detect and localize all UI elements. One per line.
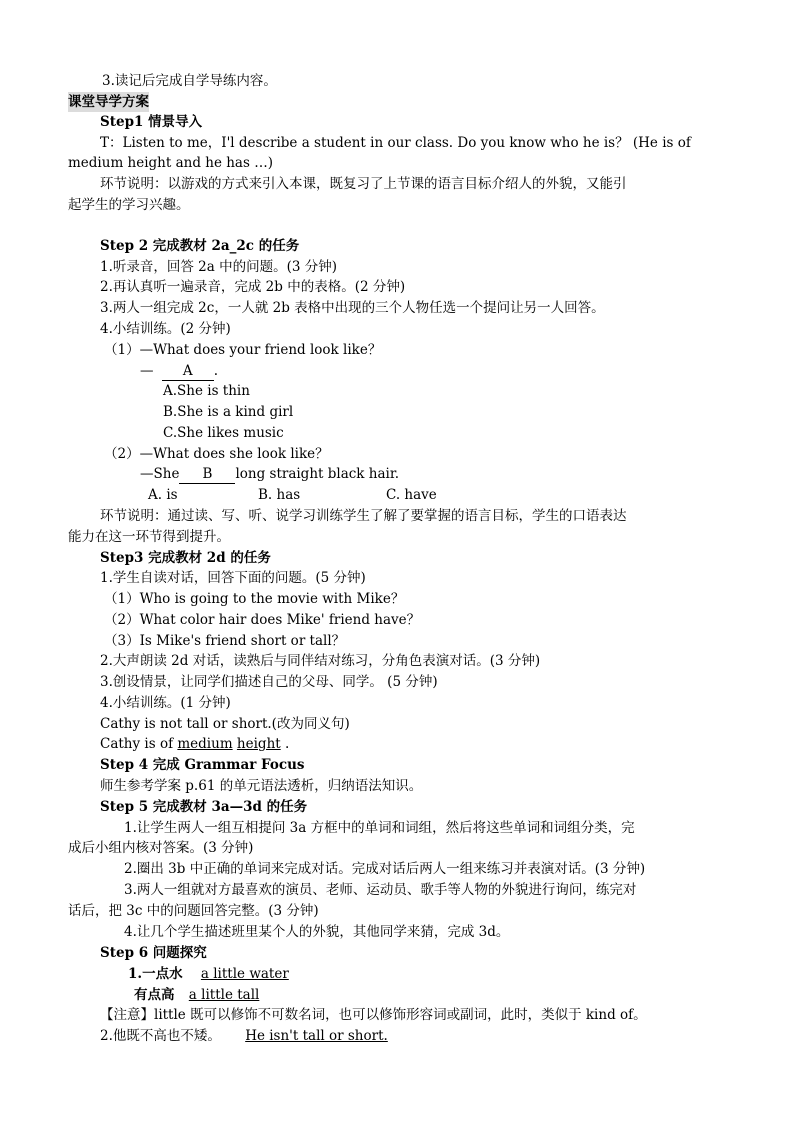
step2-note-cont: 能力在这一环节得到提升。 bbox=[68, 529, 230, 545]
step6-example-2 bbox=[134, 985, 259, 1005]
step6-title: Step 6 问题探究 bbox=[100, 945, 207, 961]
step3-sub-question-2: （2）What color hair does Mike' friend have？ bbox=[104, 612, 421, 628]
step1-note: 环节说明：以游戏的方式来引入本课，既复习了上节课的语言目标介绍人的外貌，又能引 bbox=[100, 176, 627, 192]
step5-title: Step 5 完成教材 3a—3d 的任务 bbox=[100, 799, 308, 815]
question-2-answer: B bbox=[179, 466, 235, 484]
intro-item-3: 3.读记后完成自学导练内容。 bbox=[102, 73, 277, 89]
answer-period: . bbox=[213, 363, 219, 379]
step2-title: Step 2 完成教材 2a_2c 的任务 bbox=[100, 238, 300, 254]
question-1-answer: A bbox=[162, 363, 214, 381]
step2-question-2: （2）—What does she look like？ bbox=[104, 446, 329, 462]
step6-example-1 bbox=[128, 964, 289, 984]
question-2-option-b: B. has bbox=[258, 487, 301, 503]
exercise-prefix: Cathy is of bbox=[100, 736, 174, 752]
exercise-answer-1: medium bbox=[177, 736, 233, 752]
step1-teacher-line: T：Listen to me，I'l describe a student in our class. Do you know who he is？ (He is of bbox=[100, 135, 691, 151]
step3-item-3: 3.创设情景，让同学们描述自己的父母、同学。 (5 分钟) bbox=[100, 674, 438, 690]
example-2-label: 有点高 bbox=[134, 987, 175, 1003]
step1-teacher-line-cont: medium height and he has …) bbox=[68, 155, 273, 171]
section-title: 课堂导学方案 bbox=[68, 94, 149, 110]
step5-item-1: 1.让学生两人一组互相提问 3a 方框中的单词和词组，然后将这些单词和词组分类，完 bbox=[124, 820, 635, 836]
step3-sub-question-1: （1）Who is going to the movie with Mike？ bbox=[104, 591, 405, 607]
step5-item-2: 2.圈出 3b 中正确的单词来完成对话。完成对话后两人一组来练习并表演对话。(3 分钟) bbox=[124, 861, 646, 877]
step2-question-1-answer-line bbox=[140, 361, 218, 381]
step2-item-4: 4.小结训练。(2 分钟) bbox=[100, 321, 231, 337]
step1-note-cont: 起学生的学习兴趣。 bbox=[68, 197, 190, 213]
question-2-option-c: C. have bbox=[386, 487, 437, 503]
example-3-answer: He isn't tall or short. bbox=[245, 1028, 388, 1044]
step3-item-1: 1.学生自读对话，回答下面的问题。(5 分钟) bbox=[100, 570, 366, 586]
step3-exercise: Cathy is not tall or short.(改为同义句) bbox=[100, 716, 350, 732]
step2-item-2: 2.再认真听一遍录音，完成 2b 中的表格。(2 分钟) bbox=[100, 279, 406, 295]
question-1-option-b: B.She is a kind girl bbox=[163, 404, 294, 420]
step2-question-2-answer-line bbox=[140, 464, 399, 484]
exercise-period: . bbox=[284, 736, 290, 752]
step2-item-3: 3.两人一组完成 2c，一人就 2b 表格中出现的三个人物任选一个提问让另一人回答。 bbox=[100, 300, 605, 316]
step5-item-3-cont: 话后，把 3c 中的问题回答完整。(3 分钟) bbox=[68, 903, 319, 919]
example-1-label: 1.一点水 bbox=[128, 966, 183, 982]
example-3-label: 2.他既不高也不矮。 bbox=[100, 1028, 221, 1044]
step4-text: 师生参考学案 p.61 的单元语法透析，归纳语法知识。 bbox=[100, 778, 423, 794]
question-2-prefix: —She bbox=[140, 466, 180, 482]
question-2-option-a: A. is bbox=[148, 487, 178, 503]
answer-dash: — bbox=[140, 363, 154, 379]
step5-item-3: 3.两人一组就对方最喜欢的演员、老师、运动员、歌手等人物的外貌进行询问，练完对 bbox=[124, 882, 637, 898]
step3-sub-question-3: （3）Is Mike's friend short or tall？ bbox=[104, 633, 346, 649]
step6-note: 【注意】little 既可以修饰不可数名词，也可以修饰形容词或副词，此时，类似于 kind of。 bbox=[100, 1007, 647, 1023]
question-1-option-a: A.She is thin bbox=[163, 383, 250, 399]
step3-exercise-answer-line bbox=[100, 734, 289, 754]
exercise-answer-2: height bbox=[236, 736, 281, 752]
step3-title: Step3 完成教材 2d 的任务 bbox=[100, 550, 271, 566]
step1-title: Step1 情景导入 bbox=[100, 114, 203, 130]
step2-item-1: 1.听录音，回答 2a 中的问题。(3 分钟) bbox=[100, 259, 338, 275]
step4-title: Step 4 完成 Grammar Focus bbox=[100, 757, 305, 773]
step6-example-3 bbox=[100, 1026, 388, 1046]
example-2-answer: a little tall bbox=[188, 987, 260, 1003]
step2-question-1: （1）—What does your friend look like？ bbox=[104, 342, 382, 358]
step5-item-4: 4.让几个学生描述班里某个人的外貌，其他同学来猜，完成 3d。 bbox=[124, 924, 510, 940]
example-1-answer: a little water bbox=[200, 966, 289, 982]
step3-item-4: 4.小结训练。(1 分钟) bbox=[100, 695, 231, 711]
step3-item-2: 2.大声朗读 2d 对话，读熟后与同伴结对练习，分角色表演对话。(3 分钟) bbox=[100, 653, 541, 669]
question-2-suffix: long straight black hair. bbox=[235, 466, 400, 482]
question-1-option-c: C.She likes music bbox=[163, 425, 284, 441]
step5-item-1-cont: 成后小组内核对答案。(3 分钟) bbox=[68, 840, 254, 856]
step2-note: 环节说明：通过读、写、听、说学习训练学生了解了要掌握的语言目标，学生的口语表达 bbox=[100, 508, 627, 524]
